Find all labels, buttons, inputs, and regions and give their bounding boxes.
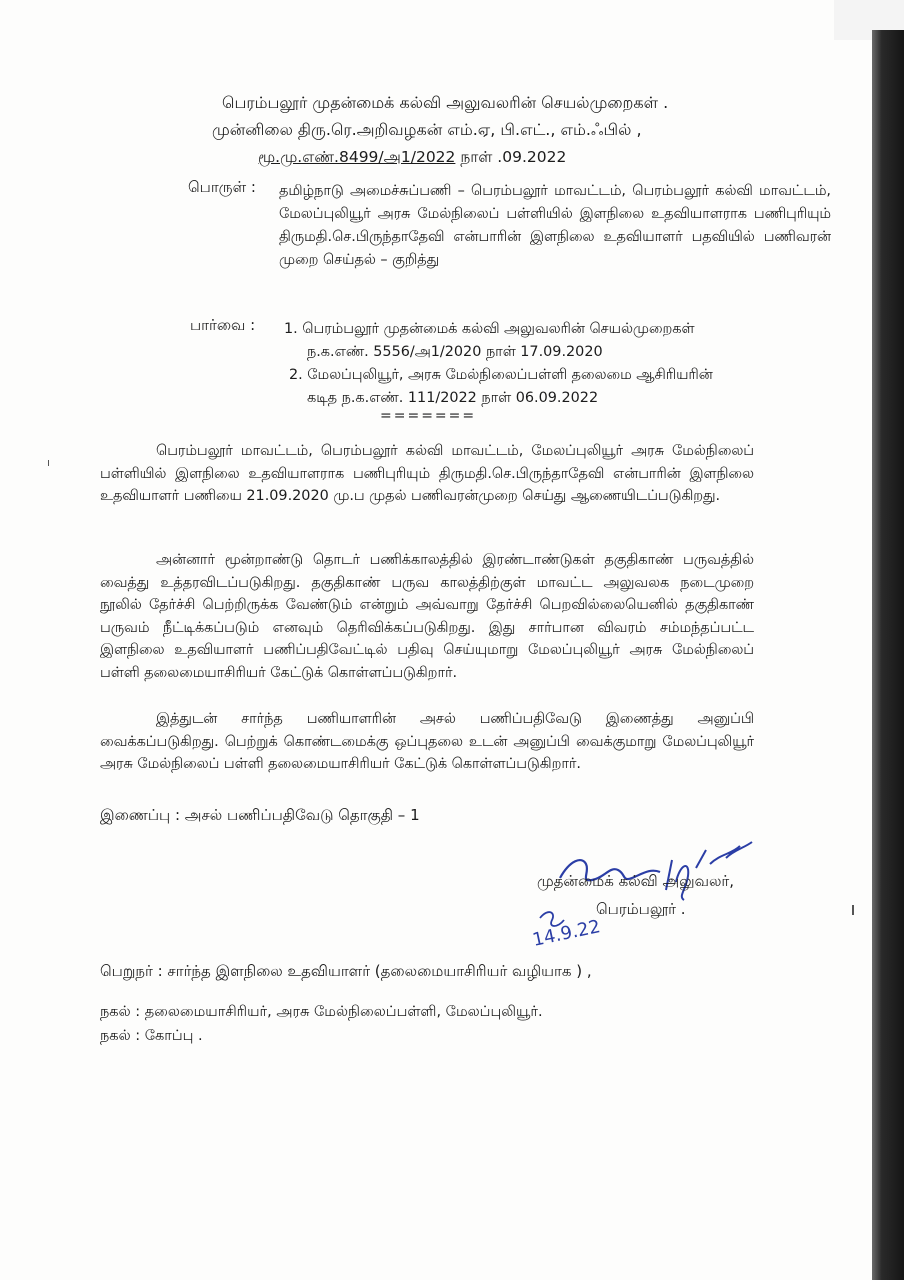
signatory-title: முதன்மைக் கல்வி அலுவலர், [537, 872, 735, 890]
reference-item-2: 2. மேலப்புலியூர், அரசு மேல்நிலைப்பள்ளி தலைமை ஆசிரியரின் [289, 367, 713, 383]
signatory-place: பெரம்பலூர் . [596, 900, 686, 918]
attachment-note: இணைப்பு : அசல் பணிப்பதிவேடு தொகுதி – 1 [100, 806, 420, 824]
reference-item-1: 1. பெரம்பலூர் முதன்மைக் கல்வி அலுவலரின் செயல்முறைகள் [284, 321, 695, 337]
copy-to-file: நகல் : கோப்பு . [100, 1028, 203, 1044]
body-paragraph-1: பெரம்பலூர் மாவட்டம், பெரம்பலூர் கல்வி மாவட்டம், மேலப்புலியூர் அரசு மேல்நிலைப் பள்ளியில் இளநிலை உதவியாளராக பணிபுரியும் திருமதி.செ.பிருந்தாதேவி என்பாரின் இளநிலை உதவியாளர் பணியை 21.09.2020 மு.ப முதல் பணிவரன்முறை செய்து ஆணையிடப்படுகிறது. [100, 443, 754, 505]
body-paragraph-3: இத்துடன் சார்ந்த பணியாளரின் அசல் பணிப்பதிவேடு இணைத்து அனுப்பி வைக்கப்படுகிறது. பெற்றுக் கொண்டமைக்கு ஒப்புதலை உடன் அனுப்பி வைக்குமாறு மேலப்புலியூர் அரசு மேல்நிலைப் பள்ளி தலைமையாசிரியர் கேட்டுக் கொள்ளப்படுகிறார். [100, 711, 754, 773]
body-paragraph-2: அன்னார் மூன்றாண்டு தொடர் பணிக்காலத்தில் இரண்டாண்டுகள் தகுதிகாண் பருவத்தில் வைத்து உத்தரவிடப்படுகிறது. தகுதிகாண் பருவ காலத்திற்குள் மாவட்ட அலுவலக நடைமுறை நூலில் தேர்ச்சி பெற்றிருக்க வேண்டும் என்றும் அவ்வாறு தேர்ச்சி பெறவில்லையெனில் தகுதிகாண் பருவம் நீட்டிக்கப்படும் எனவும் தெரிவிக்கப்படுகிறது. இது சார்பான விவரம் சம்மந்தப்பட்ட இளநிலை உதவியாளர் பணிப்பதிவேட்டில் பதிவு செய்யுமாறு மேலப்புலியூர் அரசு மேல்நிலைப் பள்ளி தலைமையாசிரியர் கேட்டுக் கொள்ளப்படுகிறார். [100, 552, 754, 681]
scan-speck [48, 460, 49, 466]
subject-label: பொருள் : [188, 178, 256, 196]
reference-number: மூ.மு.எண்.8499/அ1/2022 [258, 148, 456, 166]
subject-text: தமிழ்நாடு அமைச்சுப்பணி – பெரம்பலூர் மாவட்டம், பெரம்பலூர் கல்வி மாவட்டம், மேலப்புலியூர் அரசு மேல்நிலைப் பள்ளியில் இளநிலை உதவியாளராக பணிபுரியும் திருமதி.செ.பிருந்தாதேவி என்பாரின் இளநிலை உதவியாளர் பதவியில் பணிவரன் முறை செய்தல் – குறித்து [279, 183, 831, 268]
reference-separator: ======= [380, 408, 477, 424]
handwritten-date: 14.9.22 [530, 916, 603, 951]
reference-item-2-detail: கடித ந.க.எண். 111/2022 நாள் 06.09.2022 [307, 390, 599, 406]
recipient-line: பெறுநர் : சார்ந்த இளநிலை உதவியாளர் (தலைமையாசிரியர் வழியாக ) , [100, 962, 592, 980]
scan-speck [852, 905, 854, 915]
copy-to-headmaster: நகல் : தலைமையாசிரியர், அரசு மேல்நிலைப்பள்ளி, மேலப்புலியூர். [100, 1004, 543, 1020]
header-presence: முன்னிலை திரு.ரெ.அறிவழகன் எம்.ஏ, பி.எட்., எம்.ஃபில் , [212, 120, 642, 139]
scan-edge-shadow [872, 30, 904, 1280]
reference-date: நாள் .09.2022 [455, 148, 567, 166]
header-reference [258, 146, 566, 168]
reference-item-1-detail: ந.க.எண். 5556/அ1/2020 நாள் 17.09.2020 [307, 344, 603, 360]
header-title: பெரம்பலூர் முதன்மைக் கல்வி அலுவலரின் செயல்முறைகள் . [222, 93, 669, 112]
references-label: பார்வை : [190, 316, 256, 334]
